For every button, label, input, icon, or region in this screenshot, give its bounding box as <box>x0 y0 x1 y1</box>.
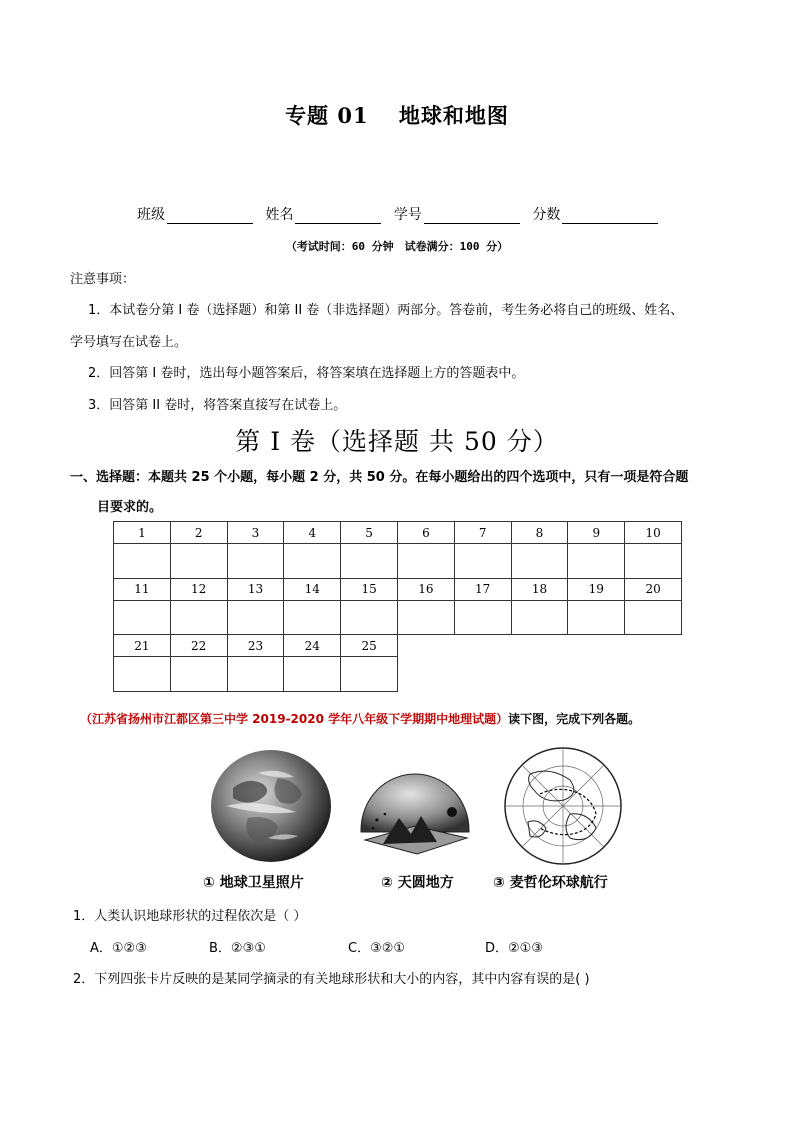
question-1-option-d[interactable]: D．②①③ <box>485 941 543 956</box>
answer-grid-number-cell: 16 <box>397 578 455 601</box>
answer-grid-number-cell: 22 <box>170 634 228 657</box>
notes-heading: 注意事项： <box>70 272 136 287</box>
answer-grid-answer-cell[interactable] <box>340 656 398 692</box>
answer-grid-number-cell: 13 <box>227 578 285 601</box>
exam-time-note: （考试时间：60 分钟 试卷满分：100 分） <box>285 240 509 253</box>
answer-grid-answer-cell[interactable] <box>113 656 171 692</box>
question-1-stem: 1．人类认识地球形状的过程依次是（ ） <box>73 909 307 924</box>
score-blank[interactable] <box>562 209 658 224</box>
answer-grid-number-cell: 12 <box>170 578 228 601</box>
answer-grid-answer-cell[interactable] <box>170 656 228 692</box>
answer-grid-number-cell: 10 <box>624 521 682 544</box>
question-source <box>80 710 640 727</box>
answer-grid-answer-cell[interactable] <box>283 543 341 579</box>
figure-caption-dome-heaven: ② 天圆地方 <box>381 875 454 891</box>
answer-grid-answer-cell[interactable] <box>283 600 341 636</box>
answer-grid-answer-cell[interactable] <box>170 600 228 636</box>
section-instruction: 一、选择题：本题共 25 个小题，每小题 2 分，共 50 分。在每小题给出的四个选项中，只有一项是符合题 <box>70 470 689 485</box>
question-1-option-c[interactable]: C．③②① <box>348 941 406 956</box>
answer-grid-answer-cell[interactable] <box>113 543 171 579</box>
answer-grid-answer-cell[interactable] <box>511 543 569 579</box>
figure-caption-earth-photo: ① 地球卫星照片 <box>203 875 304 891</box>
answer-grid-number-cell: 24 <box>283 634 341 657</box>
answer-grid-answer-cell[interactable] <box>340 600 398 636</box>
name-blank[interactable] <box>295 209 381 224</box>
answer-grid-number-cell: 21 <box>113 634 171 657</box>
class-blank[interactable] <box>167 209 253 224</box>
question-1-option-b[interactable]: B．②③① <box>209 941 266 956</box>
question-1-option-a[interactable]: A．①②③ <box>90 941 147 956</box>
note-item-1: 1．本试卷分第 I 卷（选择题）和第 II 卷（非选择题）两部分。答卷前，考生务必将自己的班级、姓名、 <box>88 303 684 318</box>
answer-grid-number-cell: 20 <box>624 578 682 601</box>
answer-grid-number-cell: 8 <box>511 521 569 544</box>
question-2-stem: 2．下列四张卡片反映的是某同学摘录的有关地球形状和大小的内容，其中内容有误的是( ) <box>73 972 590 987</box>
answer-grid <box>113 521 681 700</box>
answer-grid-number-cell: 17 <box>454 578 512 601</box>
answer-grid-number-cell: 7 <box>454 521 512 544</box>
name-label: 姓名 <box>265 207 294 223</box>
name-field[interactable] <box>265 204 381 224</box>
answer-grid-answer-cell[interactable] <box>227 543 285 579</box>
answer-grid-answer-cell[interactable] <box>454 543 512 579</box>
student-id-field[interactable] <box>394 204 520 224</box>
answer-grid-number-cell: 25 <box>340 634 398 657</box>
answer-grid-number-cell: 2 <box>170 521 228 544</box>
answer-grid-answer-cell[interactable] <box>567 600 625 636</box>
answer-grid-answer-cell[interactable] <box>170 543 228 579</box>
student-id-blank[interactable] <box>424 209 520 224</box>
answer-grid-number-cell: 11 <box>113 578 171 601</box>
answer-grid-number-cell: 19 <box>567 578 625 601</box>
answer-grid-answer-cell[interactable] <box>397 600 455 636</box>
earth-photo-icon <box>208 748 334 868</box>
answer-grid-answer-cell[interactable] <box>113 600 171 636</box>
dome-heaven-icon <box>355 748 475 870</box>
answer-grid-answer-cell[interactable] <box>624 600 682 636</box>
answer-grid-number-cell: 5 <box>340 521 398 544</box>
note-item-2: 2．回答第 I 卷时，选出每小题答案后，将答案填在选择题上方的答题表中。 <box>88 366 525 381</box>
source-instruction: 读下图，完成下列各题。 <box>508 712 641 726</box>
answer-grid-number-cell: 4 <box>283 521 341 544</box>
source-reference: （江苏省扬州市江都区第三中学 2019-2020 学年八年级下学期期中地理试题） <box>80 712 509 726</box>
score-field[interactable] <box>532 204 658 224</box>
score-label: 分数 <box>532 207 561 223</box>
note-item-3: 3．回答第 II 卷时，将答案直接写在试卷上。 <box>88 398 347 413</box>
figure-caption-magellan: ③ 麦哲伦环球航行 <box>493 875 608 891</box>
answer-grid-number-cell: 23 <box>227 634 285 657</box>
answer-grid-number-cell: 14 <box>283 578 341 601</box>
answer-grid-number-cell: 1 <box>113 521 171 544</box>
student-info-row <box>137 204 666 224</box>
answer-grid-number-cell: 9 <box>567 521 625 544</box>
class-field[interactable] <box>137 204 253 224</box>
polar-map-icon <box>500 744 626 872</box>
answer-grid-answer-cell[interactable] <box>227 656 285 692</box>
section-title: 第 I 卷（选择题 共 50 分） <box>235 427 559 456</box>
answer-grid-answer-cell[interactable] <box>340 543 398 579</box>
answer-grid-answer-cell[interactable] <box>227 600 285 636</box>
answer-grid-answer-cell[interactable] <box>624 543 682 579</box>
answer-grid-answer-cell[interactable] <box>283 656 341 692</box>
answer-grid-number-cell: 6 <box>397 521 455 544</box>
section-instruction-continued: 目要求的。 <box>97 500 163 515</box>
answer-grid-answer-cell[interactable] <box>454 600 512 636</box>
note-item-1-continued: 学号填写在试卷上。 <box>70 335 188 350</box>
answer-grid-answer-cell[interactable] <box>567 543 625 579</box>
answer-grid-answer-cell[interactable] <box>511 600 569 636</box>
answer-grid-number-cell: 3 <box>227 521 285 544</box>
page-title: 专题 01 地球和地图 <box>285 103 509 128</box>
answer-grid-answer-cell[interactable] <box>397 543 455 579</box>
answer-grid-number-cell: 18 <box>511 578 569 601</box>
answer-grid-number-cell: 15 <box>340 578 398 601</box>
student-id-label: 学号 <box>393 207 422 223</box>
class-label: 班级 <box>137 207 165 223</box>
